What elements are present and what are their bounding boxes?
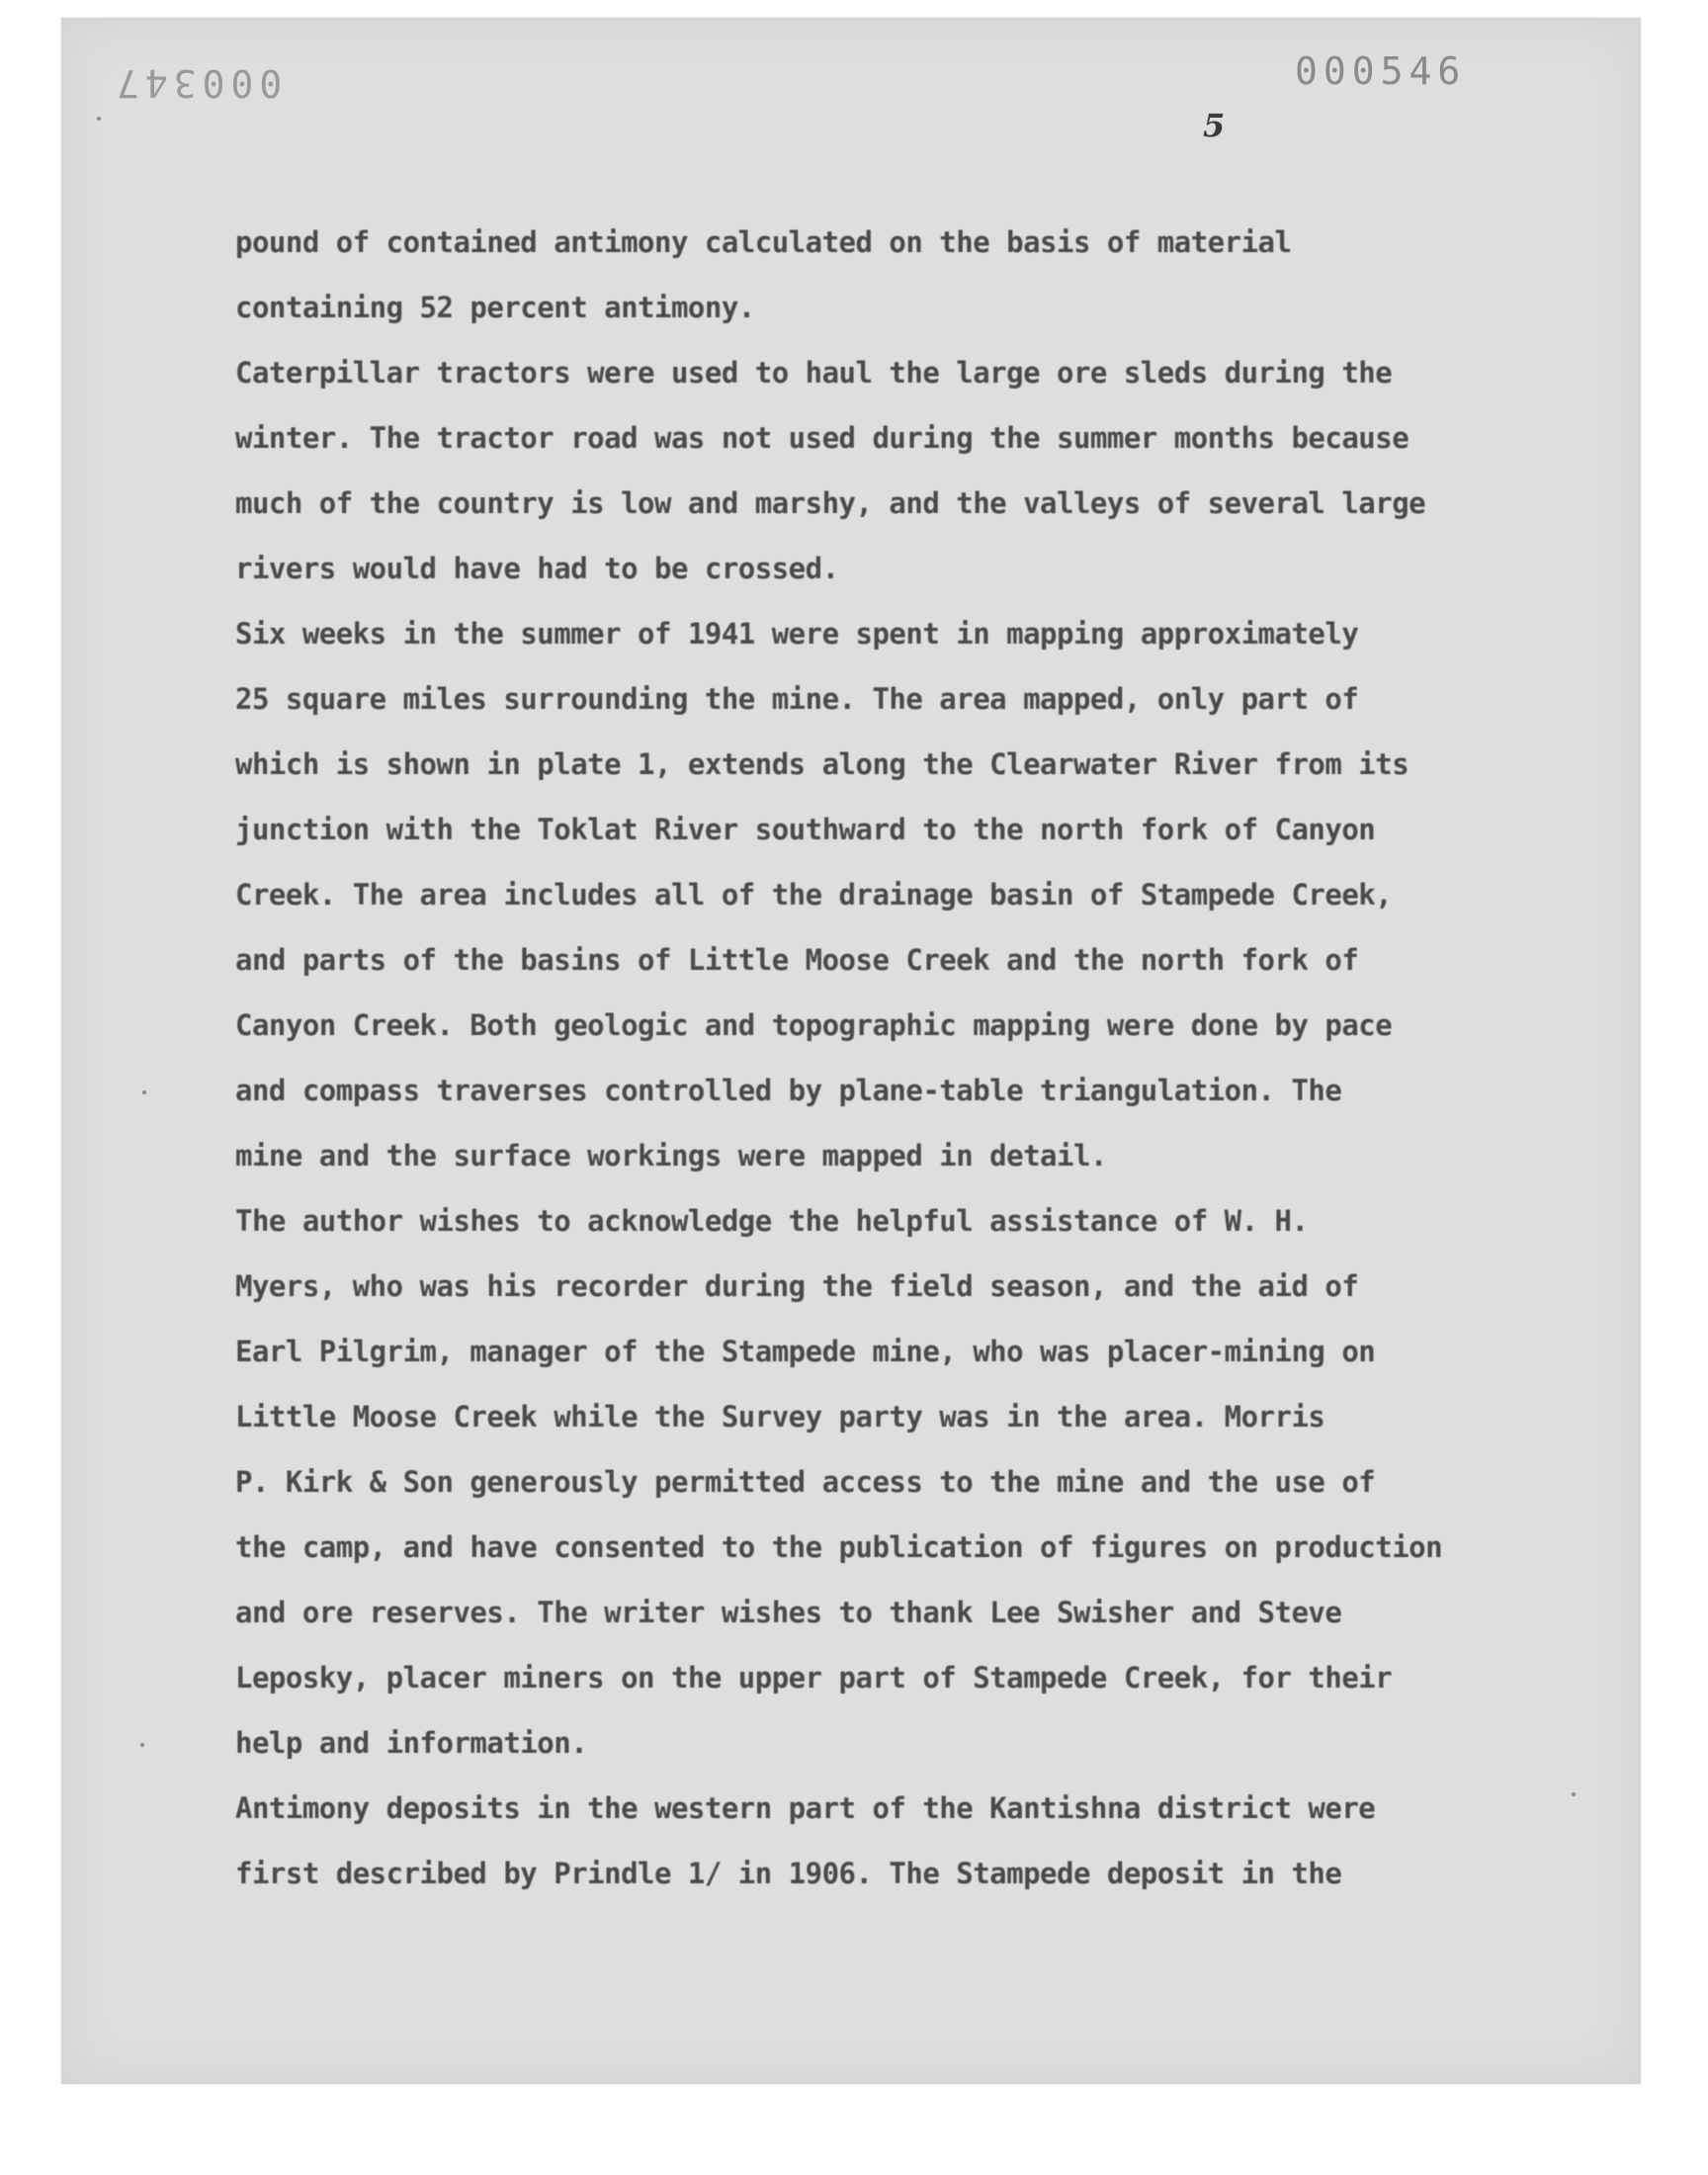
text-line: help and information. (235, 1726, 588, 1760)
text-line: much of the country is low and marshy, and the valleys of several large (235, 486, 1426, 520)
text-line: and compass traverses controlled by plane-table triangulation. The (235, 1074, 1342, 1107)
document-page (61, 18, 1641, 2084)
paper-speck (142, 1090, 146, 1094)
text-line: Earl Pilgrim, manager of the Stampede mine, who was placer-mining on (235, 1335, 1376, 1368)
text-line: Little Moose Creek while the Survey party was in the area. Morris (235, 1400, 1325, 1434)
text-line: first described by Prindle 1/ in 1906. The Stampede deposit in the (235, 1857, 1342, 1890)
text-line: Myers, who was his recorder during the field season, and the aid of (235, 1269, 1359, 1303)
text-line: which is shown in plate 1, extends along the Clearwater River from its (235, 747, 1409, 781)
text-line: The author wishes to acknowledge the helpful assistance of W. H. (235, 1204, 1309, 1238)
archive-stamp-right: 000546 (1295, 49, 1467, 93)
text-line: winter. The tractor road was not used during the summer months because (235, 421, 1409, 455)
text-line: Six weeks in the summer of 1941 were spent in mapping approximately (235, 617, 1359, 651)
text-line: the camp, and have consented to the publication of figures on production (235, 1530, 1443, 1564)
text-line: Caterpillar tractors were used to haul the large ore sleds during the (235, 356, 1393, 390)
text-line: P. Kirk & Son generously permitted access to the mine and the use of (235, 1465, 1376, 1499)
text-line: containing 52 percent antimony. (235, 291, 755, 324)
text-line: rivers would have had to be crossed. (235, 552, 839, 585)
archive-stamp-left: 000347 (111, 61, 283, 105)
text-line: Antimony deposits in the western part of the Kantishna district were (235, 1791, 1376, 1825)
text-line: and parts of the basins of Little Moose Creek and the north fork of (235, 943, 1359, 977)
text-line: Creek. The area includes all of the drainage basin of Stampede Creek, (235, 878, 1393, 912)
text-line: Leposky, placer miners on the upper part of Stampede Creek, for their (235, 1661, 1393, 1695)
page-number: 5 (1203, 107, 1226, 144)
text-line: pound of contained antimony calculated on the basis of material (235, 225, 1292, 259)
paper-speck (140, 1743, 144, 1747)
paper-speck (97, 117, 101, 121)
text-line: Canyon Creek. Both geologic and topographic mapping were done by pace (235, 1008, 1393, 1042)
text-line: 25 square miles surrounding the mine. The area mapped, only part of (235, 682, 1359, 716)
text-line: and ore reserves. The writer wishes to thank Lee Swisher and Steve (235, 1596, 1342, 1629)
text-line: mine and the surface workings were mapped in detail. (235, 1139, 1107, 1173)
text-line: junction with the Toklat River southward to the north fork of Canyon (235, 813, 1376, 846)
paper-speck (1572, 1792, 1576, 1796)
